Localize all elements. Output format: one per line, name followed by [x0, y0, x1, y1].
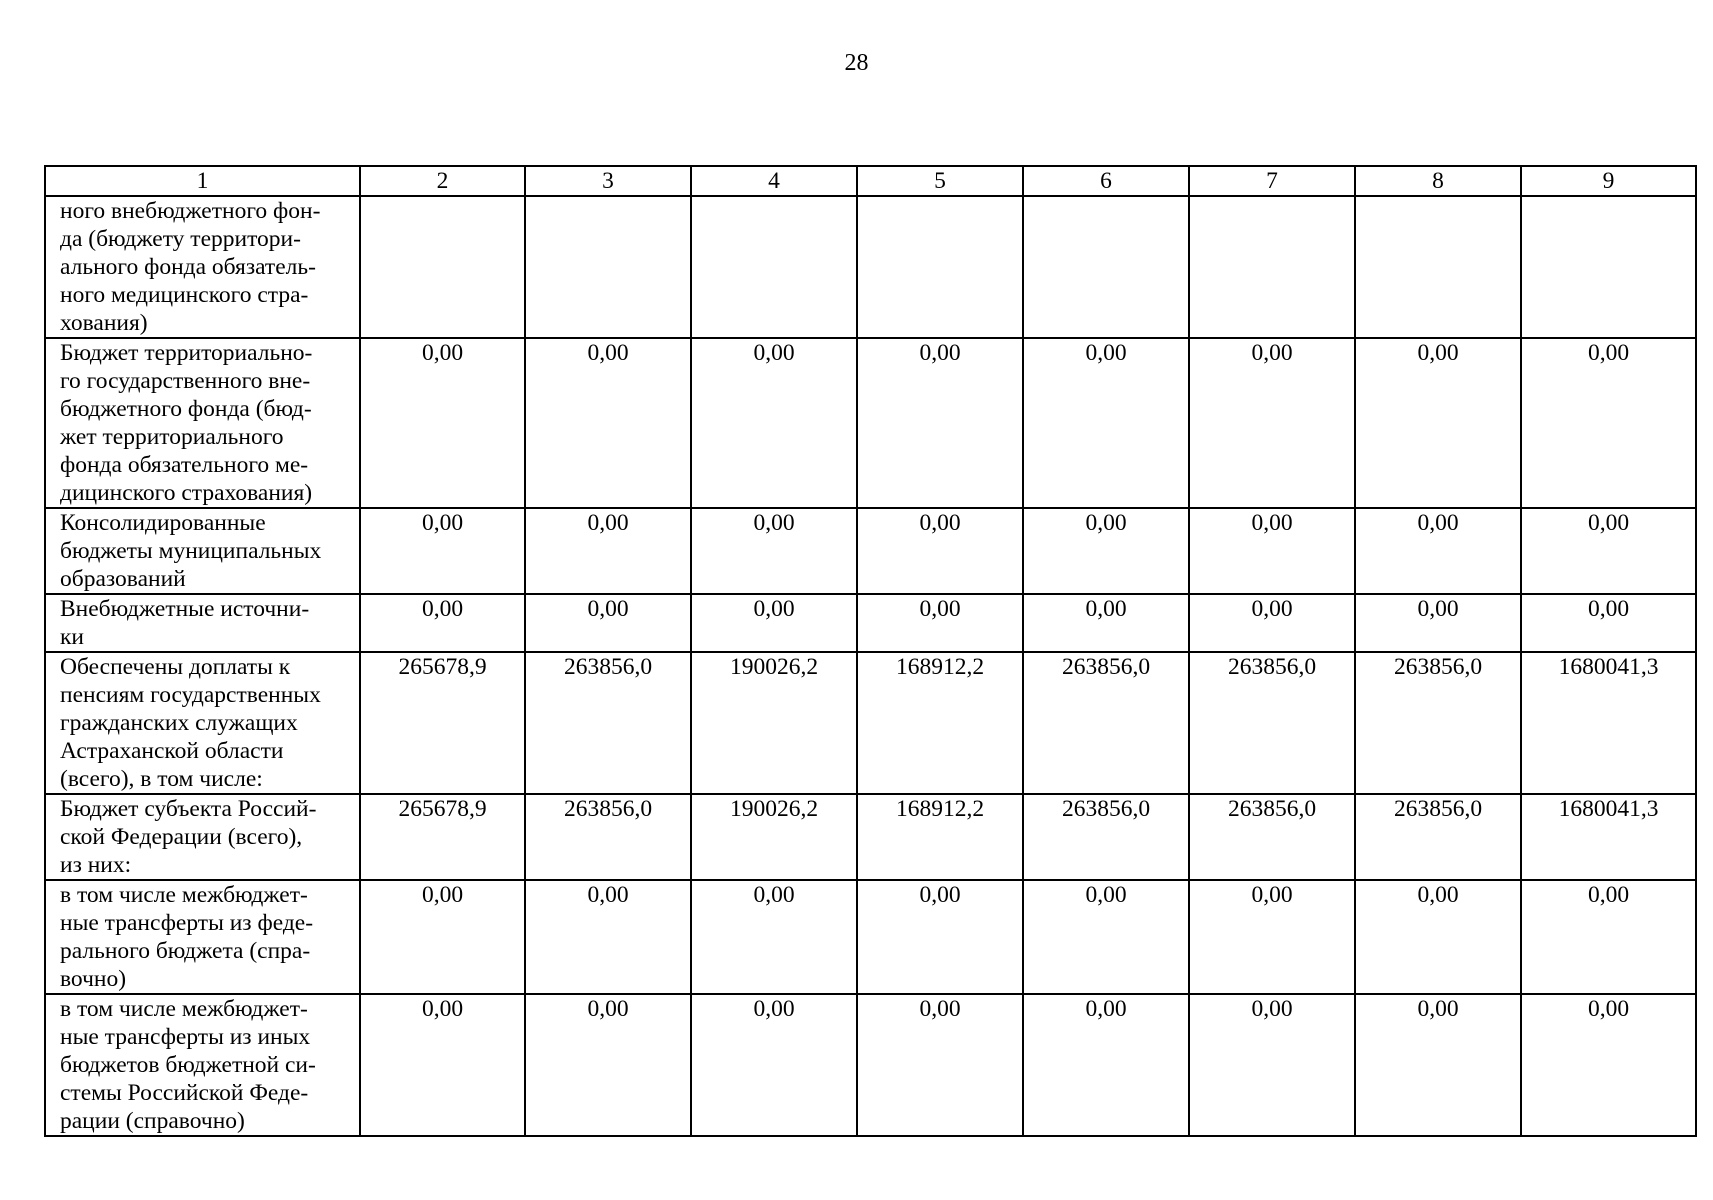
row-label-line: гражданских служащих: [60, 710, 298, 736]
value-cell-col-3: 263856,0: [525, 652, 691, 794]
value-cell-col-7: 0,00: [1189, 880, 1355, 994]
value-cell-col-6: 263856,0: [1023, 794, 1189, 880]
value-cell-col-8: 0,00: [1355, 994, 1521, 1136]
row-label: [45, 994, 360, 1136]
value-cell-col-5: 0,00: [857, 880, 1023, 994]
row-label: [45, 508, 360, 594]
row-label-line: Внебюджетные источни-: [60, 596, 310, 622]
value-cell-col-8: 263856,0: [1355, 652, 1521, 794]
value-cell-col-6: [1023, 196, 1189, 338]
header-cell-4: 4: [691, 166, 857, 196]
table-row: [45, 652, 1696, 794]
row-label-line: дицинского страхования): [60, 480, 313, 506]
value-cell-col-2: 265678,9: [360, 794, 525, 880]
value-cell-col-6: 0,00: [1023, 594, 1189, 652]
value-cell-col-5: 0,00: [857, 508, 1023, 594]
row-label-line: ные трансферты из иных: [60, 1024, 311, 1050]
value-cell-col-3: [525, 196, 691, 338]
row-label-line: вочно): [60, 966, 127, 992]
value-cell-col-7: 0,00: [1189, 594, 1355, 652]
value-cell-col-4: 0,00: [691, 594, 857, 652]
value-cell-col-5: 168912,2: [857, 652, 1023, 794]
row-label: [45, 794, 360, 880]
value-cell-col-9: 1680041,3: [1521, 652, 1696, 794]
value-cell-col-3: 0,00: [525, 594, 691, 652]
row-label-line: (всего), в том числе:: [60, 766, 263, 792]
row-label-line: ные трансферты из феде-: [60, 910, 314, 936]
value-cell-col-5: 0,00: [857, 594, 1023, 652]
row-label-line: фонда обязательного ме-: [60, 452, 309, 478]
value-cell-col-9: 0,00: [1521, 880, 1696, 994]
row-label: [45, 652, 360, 794]
row-label-line: Бюджет территориально-: [60, 340, 313, 366]
value-cell-col-7: 263856,0: [1189, 794, 1355, 880]
row-label: [45, 880, 360, 994]
row-label: [45, 338, 360, 508]
row-label-line: хования): [60, 310, 148, 336]
table-row: [45, 508, 1696, 594]
row-label-line: Астраханской области: [60, 738, 284, 764]
value-cell-col-2: 0,00: [360, 338, 525, 508]
row-label-line: рального бюджета (спра-: [60, 938, 311, 964]
header-cell-1: 1: [45, 166, 360, 196]
value-cell-col-6: 263856,0: [1023, 652, 1189, 794]
row-label-line: жет территориального: [60, 424, 284, 450]
value-cell-col-8: 0,00: [1355, 594, 1521, 652]
table-body: [45, 196, 1696, 1136]
value-cell-col-6: 0,00: [1023, 880, 1189, 994]
value-cell-col-2: 0,00: [360, 994, 525, 1136]
value-cell-col-4: [691, 196, 857, 338]
value-cell-col-5: 0,00: [857, 994, 1023, 1136]
value-cell-col-2: 265678,9: [360, 652, 525, 794]
value-cell-col-8: 0,00: [1355, 880, 1521, 994]
value-cell-col-7: [1189, 196, 1355, 338]
table-row: [45, 880, 1696, 994]
header-cell-7: 7: [1189, 166, 1355, 196]
value-cell-col-9: 0,00: [1521, 508, 1696, 594]
value-cell-col-4: 190026,2: [691, 794, 857, 880]
row-label-line: стемы Российской Феде-: [60, 1080, 309, 1106]
row-label-line: ки: [60, 624, 84, 650]
value-cell-col-3: 0,00: [525, 508, 691, 594]
row-label-line: Бюджет субъекта Россий-: [60, 796, 317, 822]
value-cell-col-9: 0,00: [1521, 338, 1696, 508]
row-label-line: Консолидированные: [60, 510, 266, 536]
header-cell-9: 9: [1521, 166, 1696, 196]
row-label-line: ного медицинского стра-: [60, 282, 309, 308]
row-label: [45, 594, 360, 652]
row-label-line: бюджеты муниципальных: [60, 538, 322, 564]
header-cell-2: 2: [360, 166, 525, 196]
row-label-line: образований: [60, 566, 186, 592]
row-label-line: го государственного вне-: [60, 368, 311, 394]
value-cell-col-3: 0,00: [525, 880, 691, 994]
table-row: [45, 594, 1696, 652]
value-cell-col-4: 0,00: [691, 338, 857, 508]
value-cell-col-5: 168912,2: [857, 794, 1023, 880]
table-row: [45, 794, 1696, 880]
value-cell-col-4: 0,00: [691, 994, 857, 1136]
value-cell-col-4: 0,00: [691, 880, 857, 994]
row-label-line: бюджетов бюджетной си-: [60, 1052, 316, 1078]
row-label-line: в том числе межбюджет-: [60, 996, 308, 1022]
value-cell-col-9: 0,00: [1521, 994, 1696, 1136]
row-label-line: ской Федерации (всего),: [60, 824, 303, 850]
value-cell-col-4: 0,00: [691, 508, 857, 594]
budget-table: [44, 165, 1697, 1137]
row-label-line: Обеспечены доплаты к: [60, 654, 291, 680]
value-cell-col-2: [360, 196, 525, 338]
value-cell-col-5: [857, 196, 1023, 338]
row-label: [45, 196, 360, 338]
value-cell-col-5: 0,00: [857, 338, 1023, 508]
row-label-line: в том числе межбюджет-: [60, 882, 308, 908]
header-cell-5: 5: [857, 166, 1023, 196]
page-number: 28: [844, 50, 869, 76]
value-cell-col-8: 0,00: [1355, 338, 1521, 508]
value-cell-col-6: 0,00: [1023, 338, 1189, 508]
value-cell-col-8: 0,00: [1355, 508, 1521, 594]
table-row: [45, 196, 1696, 338]
value-cell-col-8: 263856,0: [1355, 794, 1521, 880]
value-cell-col-3: 0,00: [525, 994, 691, 1136]
value-cell-col-2: 0,00: [360, 594, 525, 652]
value-cell-col-9: [1521, 196, 1696, 338]
table-row: [45, 994, 1696, 1136]
row-label-line: пенсиям государственных: [60, 682, 321, 708]
value-cell-col-7: 263856,0: [1189, 652, 1355, 794]
value-cell-col-4: 190026,2: [691, 652, 857, 794]
value-cell-col-7: 0,00: [1189, 338, 1355, 508]
value-cell-col-9: 0,00: [1521, 594, 1696, 652]
header-row: [45, 166, 1696, 196]
value-cell-col-8: [1355, 196, 1521, 338]
value-cell-col-2: 0,00: [360, 880, 525, 994]
value-cell-col-6: 0,00: [1023, 508, 1189, 594]
row-label-line: да (бюджету территори-: [60, 226, 301, 252]
header-cell-6: 6: [1023, 166, 1189, 196]
header-cell-8: 8: [1355, 166, 1521, 196]
value-cell-col-7: 0,00: [1189, 508, 1355, 594]
value-cell-col-7: 0,00: [1189, 994, 1355, 1136]
header-cell-3: 3: [525, 166, 691, 196]
value-cell-col-2: 0,00: [360, 508, 525, 594]
table-row: [45, 338, 1696, 508]
row-label-line: рации (справочно): [60, 1108, 245, 1134]
row-label-line: ного внебюджетного фон-: [60, 198, 321, 224]
row-label-line: бюджетного фонда (бюд-: [60, 396, 312, 422]
value-cell-col-3: 0,00: [525, 338, 691, 508]
value-cell-col-3: 263856,0: [525, 794, 691, 880]
row-label-line: ального фонда обязатель-: [60, 254, 316, 280]
value-cell-col-6: 0,00: [1023, 994, 1189, 1136]
row-label-line: из них:: [60, 852, 132, 878]
value-cell-col-9: 1680041,3: [1521, 794, 1696, 880]
